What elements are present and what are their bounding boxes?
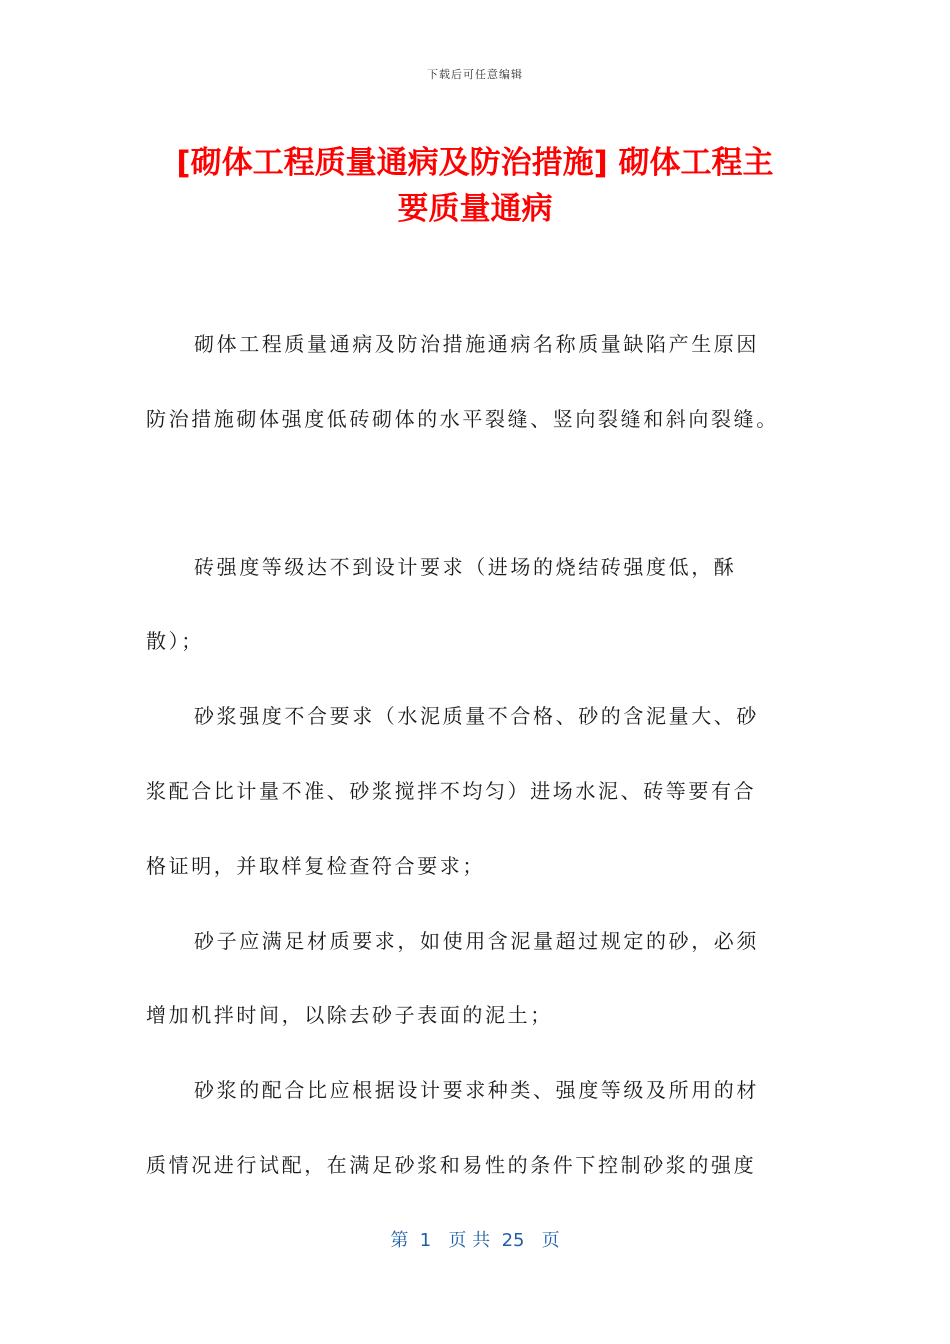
body-line-2: 防治措施砌体强度低砖砌体的水平裂缝、竖向裂缝和斜向裂缝。 bbox=[146, 407, 779, 431]
body-line-1: 砌体工程质量通病及防治措施通病名称质量缺陷产生原因 bbox=[194, 332, 759, 356]
body-line-4: 散）； bbox=[146, 629, 204, 653]
body-line-3: 砖强度等级达不到设计要求（进场的烧结砖强度低，酥 bbox=[194, 555, 737, 579]
body-line-7: 格证明，并取样复检查符合要求； bbox=[146, 854, 485, 878]
body-line-11: 质情况进行试配，在满足砂浆和易性的条件下控制砂浆的强度 bbox=[146, 1153, 757, 1177]
body-line-8: 砂子应满足材质要求，如使用含泥量超过规定的砂，必须 bbox=[194, 929, 759, 953]
header-note: 下载后可任意编辑 bbox=[427, 68, 523, 81]
body-line-9: 增加机拌时间，以除去砂子表面的泥土； bbox=[146, 1003, 553, 1027]
body-line-6: 浆配合比计量不准、砂浆搅拌不均匀）进场水泥、砖等要有合 bbox=[146, 779, 757, 803]
document-title bbox=[100, 140, 850, 232]
page-number-footer: 第 1 页 共 25 页 bbox=[390, 1230, 560, 1251]
body-line-10: 砂浆的配合比应根据设计要求种类、强度等级及所用的材 bbox=[194, 1078, 759, 1102]
title-line-1: [砌体工程质量通病及防治措施] 砌体工程主 bbox=[176, 145, 774, 181]
body-line-5: 砂浆强度不合要求（水泥质量不合格、砂的含泥量大、砂 bbox=[194, 704, 759, 728]
title-line-2: 要质量通病 bbox=[397, 191, 553, 227]
